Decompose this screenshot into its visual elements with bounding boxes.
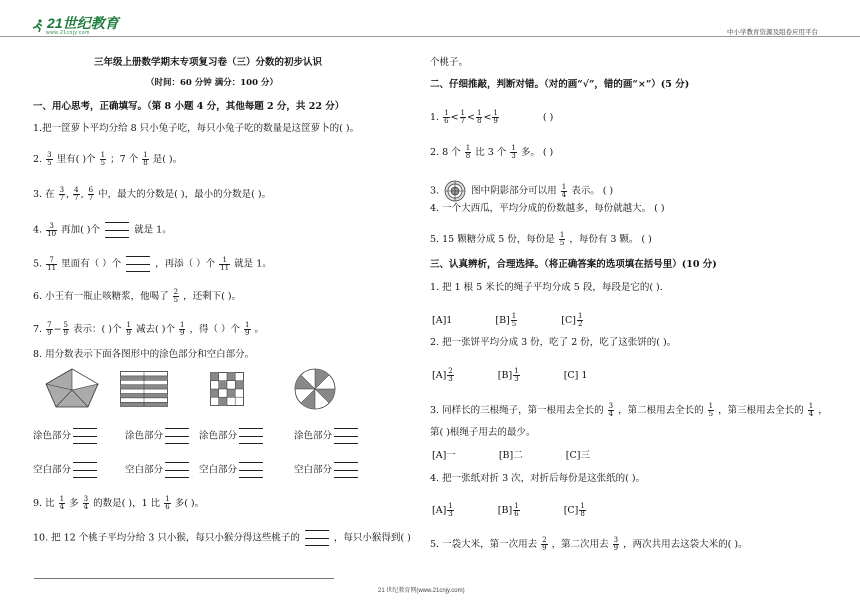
platform-label: 中小学教育资源及组卷应用平台 bbox=[727, 29, 818, 36]
answer-blank-fraction[interactable] bbox=[165, 462, 189, 478]
striped-rectangle-figure bbox=[120, 371, 168, 407]
question-2-4: 4. 一个大西瓜，平均分成的份数越多，每份就越大。 ( ) bbox=[430, 203, 665, 214]
footer-rule bbox=[34, 578, 334, 579]
q3-4-options: [A] $\frac{1}{3}$ [B] $\frac{1}{6}$ [C] $\frac{1}{8}$ bbox=[432, 502, 585, 518]
logo-text: 21世纪教育 bbox=[47, 15, 119, 31]
question-2-3: 3. 图中阴影部分可以用 $\frac{1}{4}$ 表示。 ( ) bbox=[430, 180, 613, 202]
answer-blank-fraction[interactable] bbox=[126, 256, 150, 272]
blank-row-2: 空白部分 bbox=[125, 462, 191, 478]
logo-url: www.21cnjy.com bbox=[46, 29, 90, 36]
page-title: 三年级上册数学期末专项复习卷（三）分数的初步认识 bbox=[94, 57, 323, 68]
answer-blank-fraction[interactable] bbox=[73, 428, 97, 444]
q3-2-options: [A] $\frac{2}{3}$ [B] $\frac{1}{3}$ [C] 1 bbox=[432, 367, 588, 383]
question-3-3-line2: 第( )根绳子用去的最少。 bbox=[430, 427, 536, 438]
answer-blank-fraction[interactable] bbox=[105, 222, 129, 238]
section-1-heading: 一、用心思考，正确填写。（第 8 小题 4 分，其他每题 2 分，共 22 分） bbox=[33, 101, 345, 112]
question-1-5: 5. $\frac{7}{11}$ 里面有（ ）个 ，再添（ ）个 $\frac{1}{11}$ 就是 1。 bbox=[33, 255, 272, 272]
question-1-9: 9. 比 $\frac{1}{4}$ 多 $\frac{3}{4}$ 的数是( )，1 比 $\frac{1}{6}$ 多( )。 bbox=[33, 495, 205, 511]
fraction: $\frac{1}{8}$ bbox=[143, 151, 148, 167]
section-2-heading: 二、仔细推敲，判断对错。（对的画“√”，错的画“×”）(5 分) bbox=[430, 79, 690, 90]
question-1-1: 1.把一筐萝卜平均分给 8 只小兔子吃，每只小兔子吃的数量是这筐萝卜的( )。 bbox=[33, 123, 360, 134]
runner-icon bbox=[32, 19, 44, 33]
question-3-5: 5. 一袋大米，第一次用去 $\frac{2}{9}$ ，第二次用去 $\frac{3}{9}$ ，两次共用去这袋大米的( )。 bbox=[430, 536, 748, 552]
question-1-3: 3. 在 $\frac{3}{7}$ , $\frac{4}{7}$ , $\frac{6}{7}$ 中，最大的分数是( )，最小的分数是( )。 bbox=[33, 186, 272, 202]
target-circle-icon bbox=[444, 180, 466, 202]
answer-blank-fraction[interactable] bbox=[73, 462, 97, 478]
header-rule bbox=[0, 36, 860, 37]
blank-row-4: 空白部分 bbox=[294, 462, 360, 478]
question-1-8: 8. 用分数表示下面各图形中的涂色部分和空白部分。 bbox=[33, 349, 255, 360]
pentagon-figure bbox=[44, 368, 100, 408]
question-3-3: 3. 同样长的三根绳子，第一根用去全长的 $\frac{3}{4}$ ，第二根用去全长的 $\frac{1}{5}$ ，第三根用去全长的 $\frac{1}{4}$ ， bbox=[430, 402, 828, 418]
question-1-2: 2. $\frac{3}{5}$ 里有( )个 $\frac{1}{5}$ ；7 个 $\frac{1}{8}$ 是( )。 bbox=[33, 151, 183, 167]
question-1-10-continued: 个桃子。 bbox=[430, 57, 469, 68]
logo bbox=[32, 16, 119, 36]
shaded-row-3: 涂色部分 bbox=[199, 428, 265, 444]
answer-blank-fraction[interactable] bbox=[239, 428, 263, 444]
blank-row-3: 空白部分 bbox=[199, 462, 265, 478]
shaded-row-1: 涂色部分 bbox=[33, 428, 99, 444]
answer-blank-fraction[interactable] bbox=[334, 428, 358, 444]
answer-blank-fraction[interactable] bbox=[239, 462, 263, 478]
exam-meta: （时间：60 分钟 满分：100 分） bbox=[146, 78, 278, 88]
question-3-1: 1. 把 1 根 5 米长的绳子平均分成 5 段，每段是它的( ). bbox=[430, 282, 663, 293]
fraction: $\frac{1}{5}$ bbox=[100, 151, 106, 167]
question-3-4: 4. 把一张纸对折 3 次，对折后每份是这张纸的( )。 bbox=[430, 473, 646, 484]
grid-square-figure bbox=[210, 372, 244, 406]
q3-3-options: [A]一 [B]二 [C]三 bbox=[432, 450, 590, 461]
question-2-5: 5. 15 颗糖分成 5 份，每份是 $\frac{1}{5}$ ，每份有 3 颗。 ( ) bbox=[430, 231, 652, 247]
question-1-7: 7. $\frac{7}{9}$ − $\frac{5}{9}$ 表示：( )个 $\frac{1}{9}$ 减去( )个 $\frac{1}{9}$ ，得（ ）个 $\frac{1}{9}$ 。 bbox=[33, 321, 265, 337]
shaded-row-2: 涂色部分 bbox=[125, 428, 191, 444]
question-1-6: 6. 小王有一瓶止咳糖浆，他喝了 $\frac{2}{5}$ ，还剩下( )。 bbox=[33, 288, 242, 304]
answer-blank-fraction[interactable] bbox=[334, 462, 358, 478]
fraction: $\frac{3}{5}$ bbox=[47, 151, 52, 167]
answer-blank-fraction[interactable] bbox=[305, 530, 329, 546]
question-2-1: 1. $\frac{1}{6}$ < $\frac{1}{7}$ < $\frac{1}{8}$ < $\frac{1}{9}$ ( ) bbox=[430, 109, 554, 125]
question-2-2: 2. 8 个 $\frac{1}{8}$ 比 3 个 $\frac{1}{3}$ 多。 ( ) bbox=[430, 144, 554, 160]
question-1-10: 10. 把 12 个桃子平均分给 3 只小猴，每只小猴分得这些桃子的 ，每只小猴得到( ) bbox=[33, 530, 411, 546]
page-footer: 21 世纪教育网(www.21cnjy.com) bbox=[378, 588, 465, 594]
section-3-heading: 三、认真辨析，合理选择。（将正确答案的选项填在括号里）(10 分) bbox=[430, 259, 717, 270]
q3-1-options: [A]1 [B] $\frac{1}{5}$ [C] $\frac{1}{2}$ bbox=[432, 312, 583, 328]
question-1-4: 4. $\frac{3}{10}$ 再加( )个 就是 1。 bbox=[33, 221, 172, 238]
circle-sectors-figure bbox=[294, 368, 336, 410]
blank-row-1: 空白部分 bbox=[33, 462, 99, 478]
question-3-2: 2. 把一张饼平均分成 3 份，吃了 2 份，吃了这张饼的( )。 bbox=[430, 337, 677, 348]
shaded-row-4: 涂色部分 bbox=[294, 428, 360, 444]
answer-blank-fraction[interactable] bbox=[165, 428, 189, 444]
